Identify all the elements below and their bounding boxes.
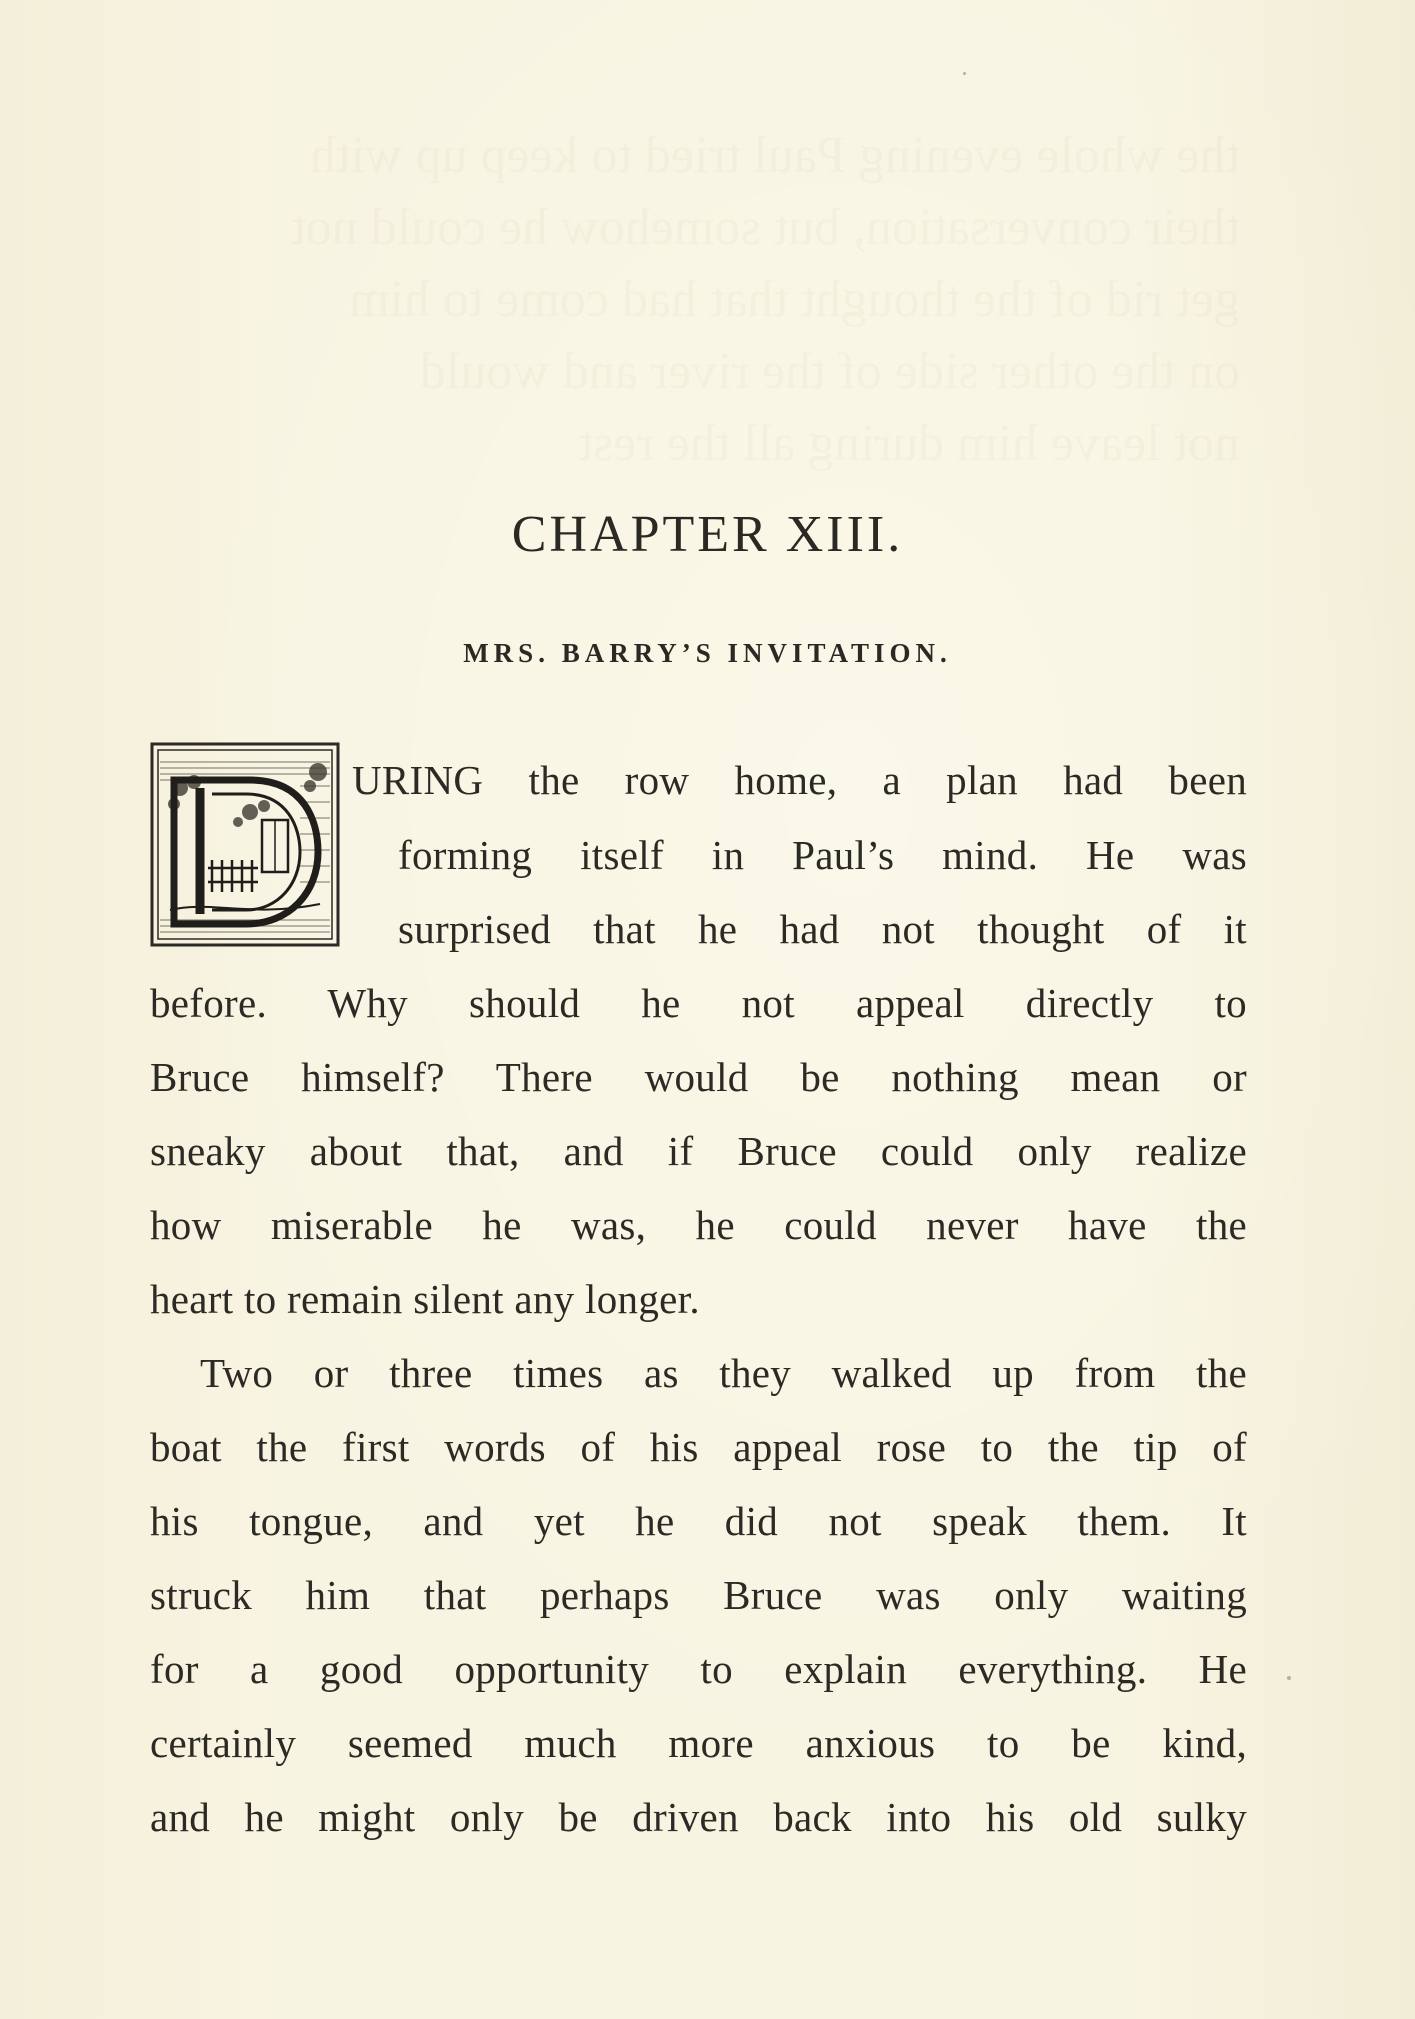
bleed-through-text (140, 120, 1240, 480)
text-line-1: URING the row home, a plan had been (352, 757, 1247, 803)
text-line-11: his tongue, and yet he did not speak them. It (150, 1498, 1247, 1544)
illuminated-dropcap-d (150, 742, 340, 947)
text-line-4: before. Why should he not appeal directly to (150, 980, 1247, 1026)
text-line-15: and he might only be driven back into his old sulky (150, 1794, 1247, 1840)
text-line-2: forming itself in Paul’s mind. He was (398, 832, 1247, 878)
text-line-3: surprised that he had not thought of it (398, 906, 1247, 952)
chapter-title: CHAPTER XIII. (511, 506, 904, 563)
text-line-8: heart to remain silent any longer. (150, 1276, 700, 1322)
text-line-9: Two or three times as they walked up from the (200, 1350, 1247, 1396)
chapter-subtitle: MRS. BARRY’S INVITATION. (463, 638, 952, 668)
text-line-10: boat the first words of his appeal rose to the tip of (150, 1424, 1247, 1470)
margin-speck (963, 72, 966, 75)
text-line-12: struck him that perhaps Bruce was only waiting (150, 1572, 1247, 1618)
text-line-6: sneaky about that, and if Bruce could only realize (150, 1128, 1247, 1174)
text-line-5: Bruce himself? There would be nothing mean or (150, 1054, 1247, 1100)
text-line-7: how miserable he was, he could never have the (150, 1202, 1247, 1248)
margin-speck (1287, 1676, 1291, 1680)
text-line-13: for a good opportunity to explain everything. He (150, 1646, 1247, 1692)
text-line-14: certainly seemed much more anxious to be kind, (150, 1720, 1247, 1766)
